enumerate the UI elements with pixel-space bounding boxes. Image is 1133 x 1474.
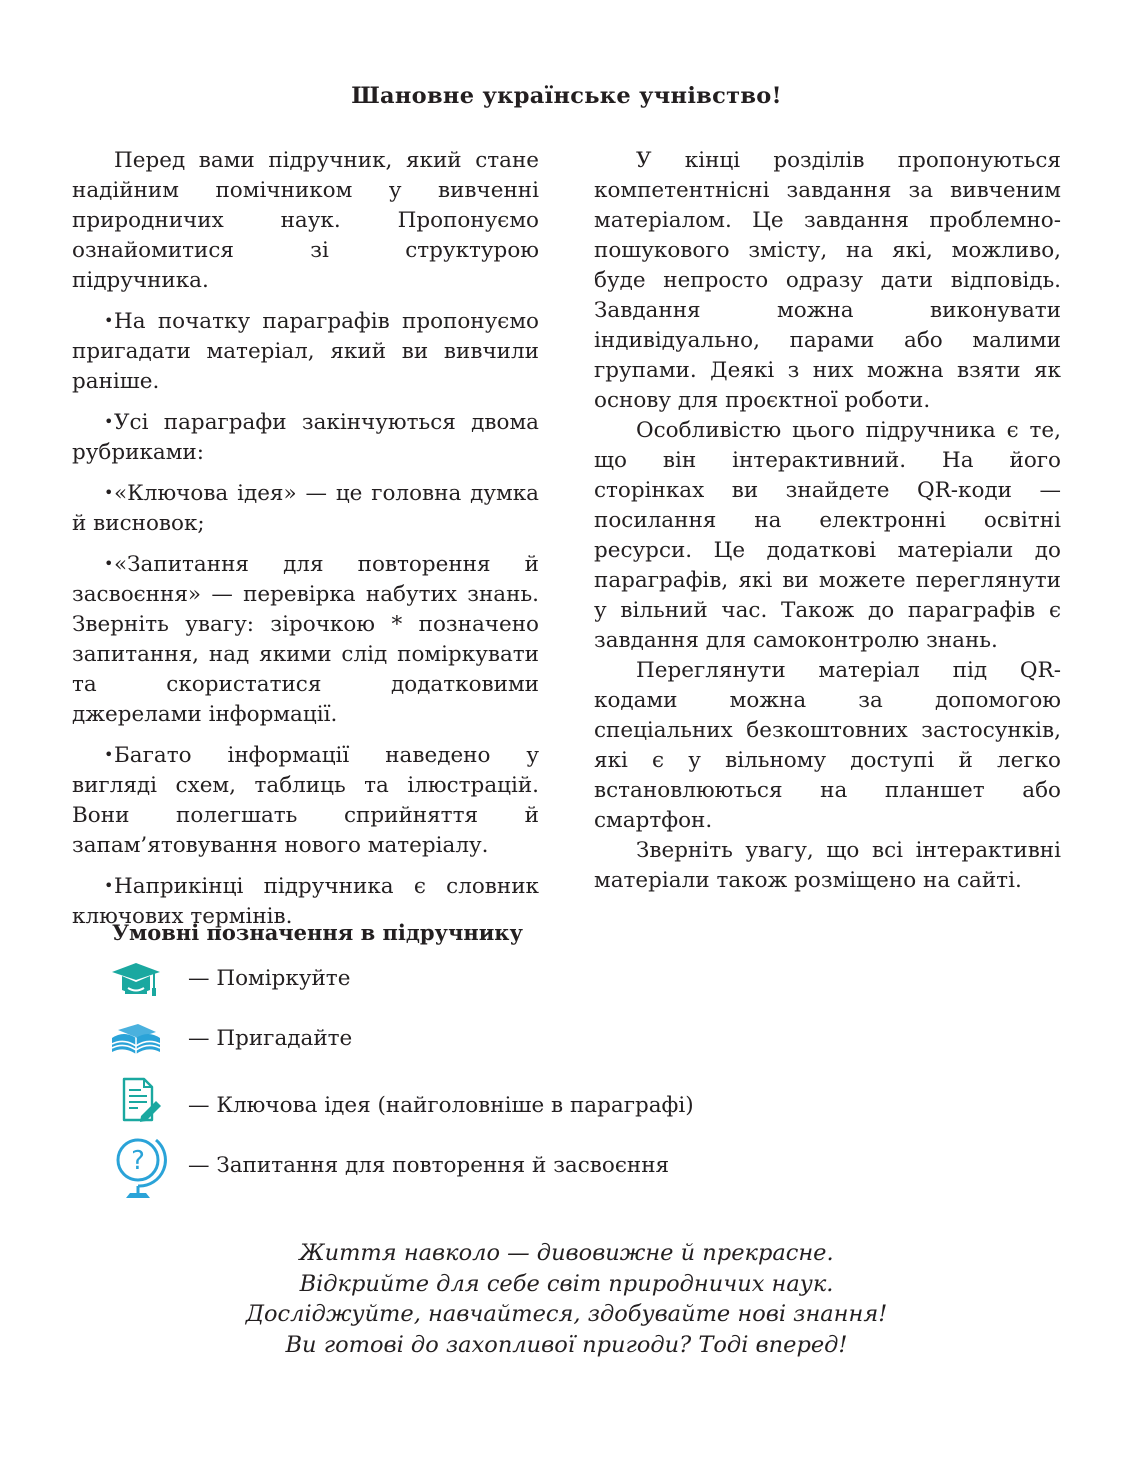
bullet-item: • На початку параграфів пропонуємо пригадати матеріал, який ви вивчили раніше.: [72, 306, 539, 397]
bullet-item: • «Ключова ідея» — це головна думка й висновок;: [72, 478, 539, 539]
bullet-item: • Усі параграфи закінчуються двома рубриками:: [72, 407, 539, 468]
left-column: [72, 146, 539, 932]
svg-text:?: ?: [131, 1146, 145, 1176]
body-paragraph: У кінці розділів пропонуються компетентнісні завдання за вивченим матеріалом. Це завдання проблемно-пошукового змісту, на які, можливо, буде непросто одразу дати відповідь. Завдання можна виконувати індивідуально, парами або малими групами. Деякі з них можна взяти як основу для проєктної роботи.: [594, 148, 1061, 413]
globe-question-icon: [108, 1130, 164, 1190]
closing-message: [0, 1238, 1133, 1360]
closing-line: Досліджуйте, навчайтеся, здобувайте нові знання!: [245, 1301, 888, 1327]
right-column: [594, 146, 1061, 896]
legend-item-recall: [108, 1018, 808, 1078]
bullet-item: • Багато інформації наведено у вигляді схем, таблиць та ілюстрацій. Вони полегшать сприйняття й запам’ятовування нового матеріалу.: [72, 740, 539, 861]
legend-label: — Запитання для повторення й засвоєння: [188, 1153, 670, 1178]
legend-item-think: [108, 958, 808, 1018]
legend-label: — Поміркуйте: [188, 966, 351, 991]
legend-item-key-idea: [108, 1076, 808, 1136]
body-paragraph: Переглянути матеріал під QR-кодами можна за допомогою спеціальних безкоштовних застосунків, які є у вільному доступі й легко встановлюються на планшет або смартфон.: [594, 658, 1061, 833]
body-paragraph: Особливістю цього підручника є те, що він інтерактивний. На його сторінках ви знайдете QR-коди — посилання на електронні освітні ресурси. Це додаткові матеріали до параграфів, які ви можете переглянути у вільний час. Також до параграфів є завдання для самоконтролю знань.: [594, 418, 1061, 653]
legend-item-questions: [108, 1130, 808, 1190]
page-title: Шановне українське учнівство!: [351, 83, 782, 109]
closing-line: Ви готові до захопливої пригоди? Тоді вперед!: [285, 1331, 848, 1358]
intro-paragraph: Перед вами підручник, який стане надійним помічником у вивченні природничих наук. Пропонуємо ознайомитися зі структурою підручника.: [72, 148, 539, 293]
document-pencil-icon: [108, 1076, 164, 1136]
legend-title: Умовні позначення в підручнику: [112, 920, 523, 945]
closing-line: Життя навколо — дивовижне й прекрасне.: [299, 1240, 834, 1266]
graduation-cap-icon: [108, 958, 164, 1018]
bullet-item: • Наприкінці підручника є словник ключових термінів.: [72, 871, 539, 932]
legend-label: — Пригадайте: [188, 1026, 353, 1051]
bullet-item: • «Запитання для повторення й засвоєння» — перевірка набутих знань. Зверніть увагу: зірочкою * позначено запитання, над якими слід поміркувати та скористатися додатковими джерелами інформації.: [72, 549, 539, 730]
legend-label: — Ключова ідея (найголовніше в параграфі): [188, 1093, 694, 1118]
closing-line: Відкрийте для себе світ природничих наук.: [299, 1270, 834, 1297]
body-paragraph: Зверніть увагу, що всі інтерактивні матеріали також розміщено на сайті.: [594, 838, 1061, 893]
open-book-icon: [108, 1018, 164, 1078]
